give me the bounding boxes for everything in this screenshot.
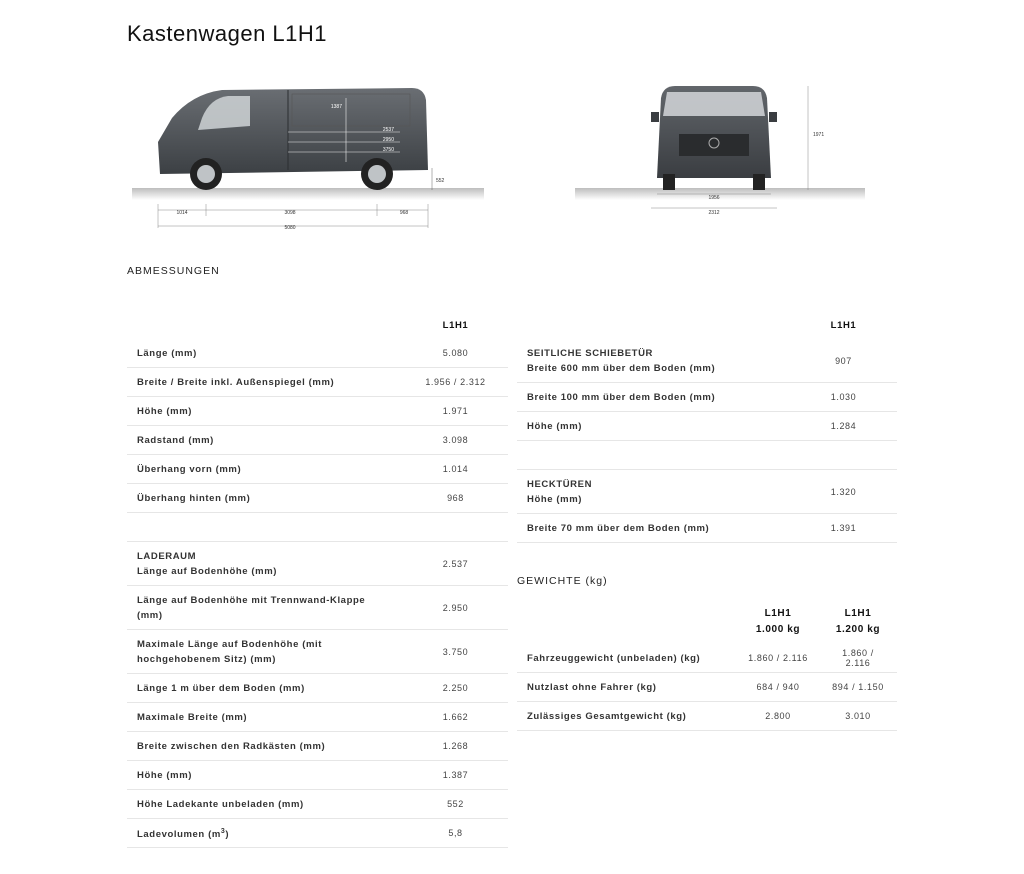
table-row [517,514,897,543]
row-label: Höhe (mm) [127,397,403,426]
row-value: 2.950 [403,586,508,630]
spacer-row [127,513,508,542]
group-heading-laderaum: LADERAUM [137,550,197,562]
table-row [127,426,508,455]
row-value: 968 [403,484,508,513]
table-row [517,383,897,412]
dim-total-length: 5080 [284,225,296,231]
row-label: Zulässiges Gesamtgewicht (kg) [517,702,737,731]
dim-overhang-rear: 968 [399,210,409,216]
group-heading-hecktueren: HECKTÜREN [527,478,593,490]
row-label-text: Höhe (mm) [527,493,583,505]
dim-width: 1956 [708,195,720,201]
table-row [517,673,897,702]
column-header-line1: L1H1 [844,608,872,619]
row-value: 5,8 [403,819,508,848]
dim-width-mirrors: 2312 [708,210,720,216]
row-value: 1.030 [790,383,897,412]
dim-partition-length: 2950 [382,137,394,143]
row-label-text: Länge auf Bodenhöhe (mm) [137,565,278,577]
row-value: 5.080 [403,339,508,368]
row-label [517,339,790,383]
dim-overhang-front: 1014 [176,210,188,216]
table-row [127,703,508,732]
dim-height: 1971 [813,132,825,138]
table-row [127,761,508,790]
spacer-row [517,441,897,470]
page-title: Kastenwagen L1H1 [127,21,328,46]
column-header-line2: 1.000 kg [755,624,801,635]
row-value: 1.956 / 2.312 [403,368,508,397]
table-row [127,542,508,586]
row-label: Länge 1 m über dem Boden (mm) [127,674,403,703]
column-header-line2: 1.200 kg [835,624,881,635]
dim-wheelbase: 3098 [284,210,296,216]
column-header [819,600,897,644]
row-value: 2.250 [403,674,508,703]
row-label [127,819,403,848]
row-value: 2.537 [403,542,508,586]
dim-cargo-height: 1387 [330,104,342,110]
table-row [517,702,897,731]
row-label-text: Breite 600 mm über dem Boden (mm) [527,362,716,374]
table-row [517,339,897,383]
table-row [127,455,508,484]
table-row [127,819,508,848]
table-row [127,674,508,703]
table-row [517,412,897,441]
group-heading-schiebetuer: SEITLICHE SCHIEBETÜR [527,347,654,359]
row-value: 894 / 1.150 [819,673,897,702]
table-row [127,732,508,761]
table-row [517,470,897,514]
van-front-view-diagram [575,70,865,220]
row-label: Maximale Breite (mm) [127,703,403,732]
row-label: Nutzlast ohne Fahrer (kg) [517,673,737,702]
row-value: 1.387 [403,761,508,790]
row-value: 1.860 / 2.116 [737,644,819,673]
row-value: 2.800 [737,702,819,731]
doors-table [517,311,897,543]
row-label: Breite zwischen den Radkästen (mm) [127,732,403,761]
row-value: 1.971 [403,397,508,426]
row-label: Radstand (mm) [127,426,403,455]
row-value: 1.268 [403,732,508,761]
column-header-line1: L1H1 [764,608,792,619]
van-side-view-diagram [132,70,492,235]
table-row [127,368,508,397]
weights-table [517,600,897,731]
column-header [737,600,819,644]
row-label-text: Ladevolumen (m [137,829,221,841]
section-label-gewichte: GEWICHTE (kg) [517,575,608,587]
row-value: 684 / 940 [737,673,819,702]
row-value: 907 [790,339,897,383]
column-header: L1H1 [830,319,857,331]
row-label: Länge auf Bodenhöhe mit Trennwand-Klappe (mm) [127,586,403,630]
row-label: Breite 70 mm über dem Boden (mm) [517,514,790,543]
table-row [127,484,508,513]
row-label: Überhang vorn (mm) [127,455,403,484]
row-value: 3.750 [403,630,508,674]
section-label-abmessungen: ABMESSUNGEN [127,265,220,277]
dimensions-table [127,311,508,848]
row-label: Breite / Breite inkl. Außenspiegel (mm) [127,368,403,397]
dim-max-length: 3750 [382,147,394,153]
row-value: 1.014 [403,455,508,484]
dim-sill-height: 552 [436,178,445,184]
dim-floor-length: 2537 [382,127,394,133]
row-label-end: ) [225,829,230,841]
table-row [127,339,508,368]
column-header: L1H1 [442,319,469,331]
row-label: Höhe (mm) [517,412,790,441]
row-label: Höhe Ladekante unbeladen (mm) [127,790,403,819]
row-label: Breite 100 mm über dem Boden (mm) [517,383,790,412]
row-label: Maximale Länge auf Bodenhöhe (mit hochgehobenem Sitz) (mm) [127,630,403,674]
row-value: 1.320 [790,470,897,514]
table-row [127,790,508,819]
row-value: 1.662 [403,703,508,732]
superscript: 3 [220,827,226,835]
row-label: Fahrzeuggewicht (unbeladen) (kg) [517,644,737,673]
row-label [127,542,403,586]
row-value: 1.284 [790,412,897,441]
row-value: 552 [403,790,508,819]
table-row [127,586,508,630]
row-value: 1.391 [790,514,897,543]
table-row [127,630,508,674]
row-value: 1.860 / 2.116 [819,644,897,673]
row-value: 3.098 [403,426,508,455]
row-label [517,470,790,514]
row-label: Länge (mm) [127,339,403,368]
table-row [517,644,897,673]
table-row [127,397,508,426]
row-label: Überhang hinten (mm) [127,484,403,513]
row-label: Höhe (mm) [127,761,403,790]
row-value: 3.010 [819,702,897,731]
